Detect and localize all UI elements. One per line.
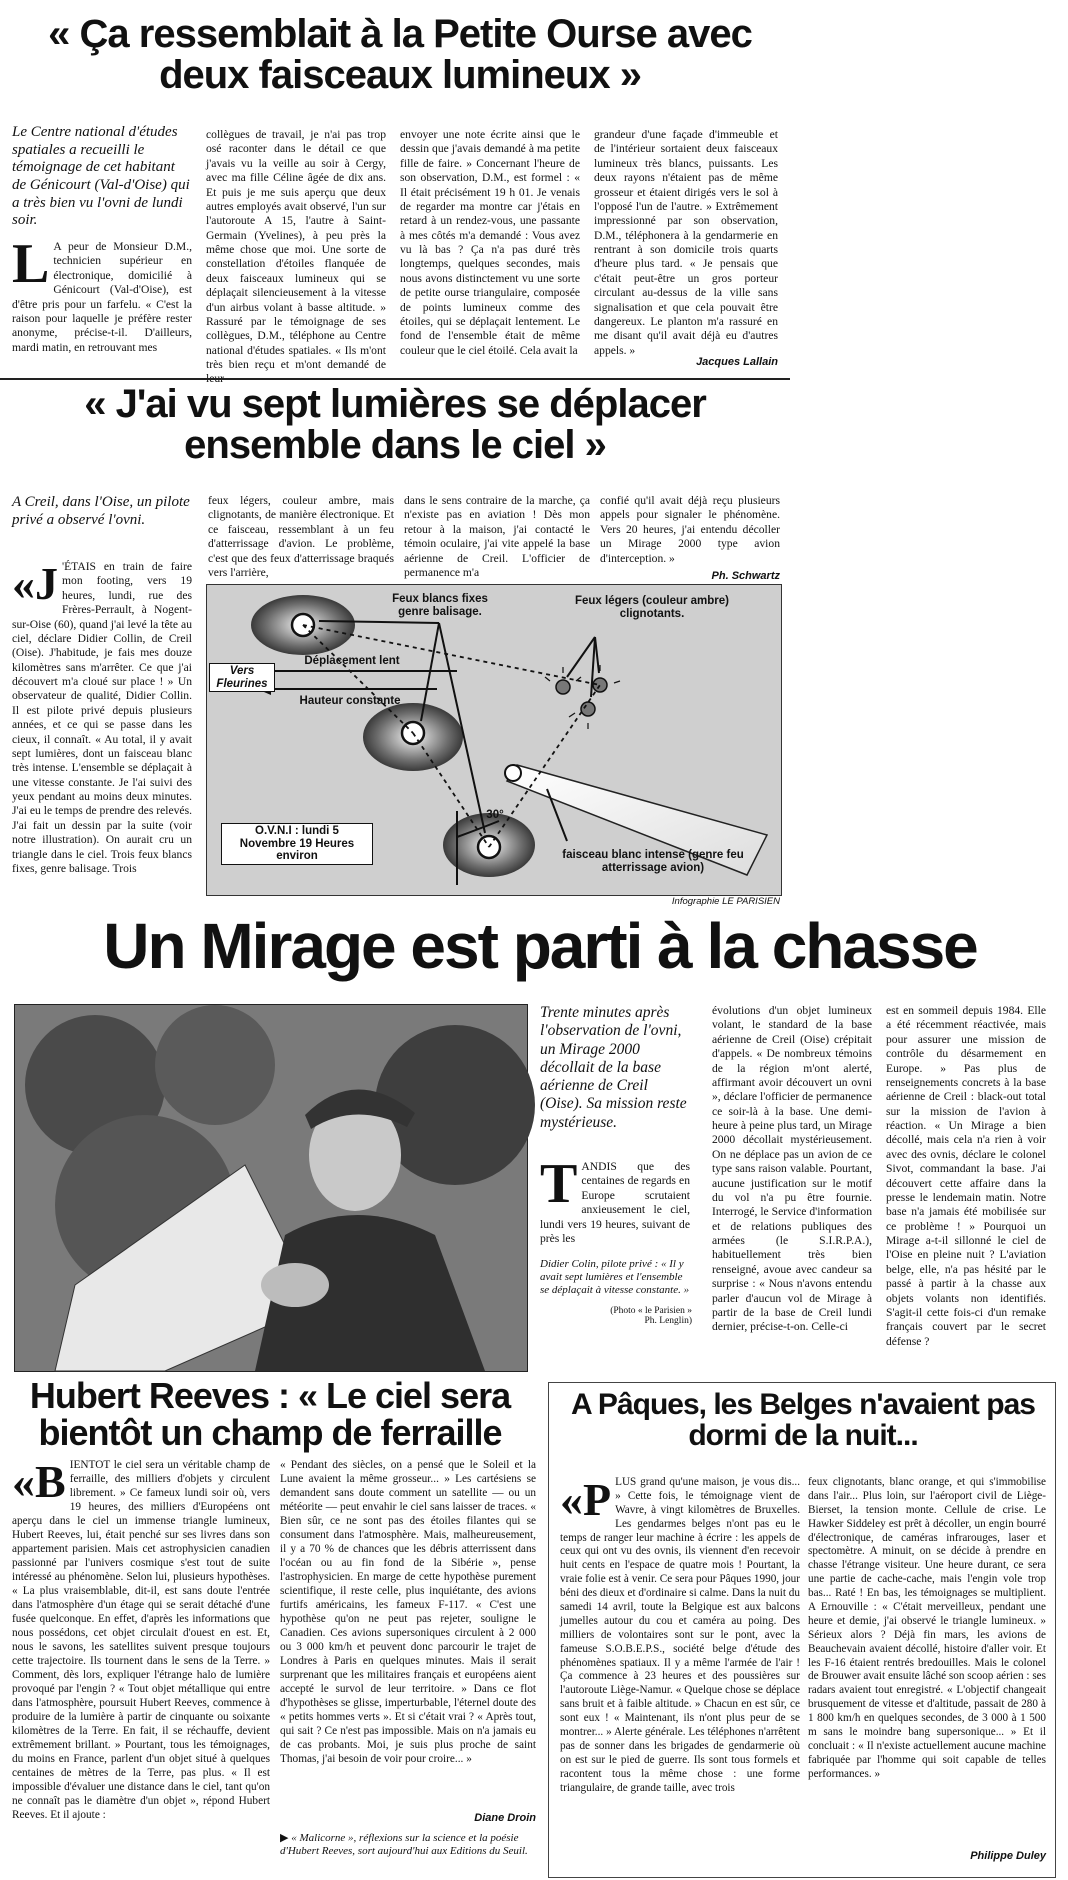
photo-credit: (Photo « le Parisien » Ph. Lenglin): [610, 1306, 692, 1326]
note-malicorne-text: « Malicorne », réflexions sur la science et la poésie d'Hubert Reeves, sort aujourd'hui aux Editions du Seuil.: [280, 1832, 528, 1858]
headline-reeves: Hubert Reeves : « Le ciel sera bientôt un champ de ferraille: [29, 1375, 511, 1453]
label-altitude: Hauteur constante: [299, 695, 401, 707]
dropcap-t: T: [540, 1153, 578, 1215]
col4-sept-lumieres: confié qu'il avait déjà reçu plusieurs appels pour signaler le phénomène. Vers 20 heures, j'ai entendu décoller un Mirage 2000 type avion d'interception. »: [600, 494, 780, 565]
label-beam: faisceau blanc intense (genre feu atterrissage avion): [562, 849, 744, 874]
photo-caption: Didier Colin, pilote privé : « Il y avait sept lumières et l'ensemble se déplaçait à vitesse constante. »: [540, 1258, 690, 1297]
note-malicorne: ▶ « Malicorne », réflexions sur la science et la poésie d'Hubert Reeves, sort aujourd'hui aux Editions du Seuil.: [280, 1832, 528, 1858]
photo-didier-collin: [14, 1004, 528, 1372]
signature-lallain: Jacques Lallain: [696, 356, 778, 368]
signature-droin: Diane Droin: [474, 1812, 536, 1824]
body-col1-a2: 'ÉTAIS en train de faire mon footing, vers 19 heures, lundi, rue des Frères-Perrault, à Nogent-sur-Oise (60), quand j'ai levé la tête au ciel, déclare Didier Collin, de Creil (Oise). J'habitude, je fais mes douze kilomètres sans m'arrêter. Ce que j'ai découvert m'a cloué sur place ! » Un observateur de qualité, Didier Collin. Il est pilote privé depuis plusieurs années, et ce qui se passe dans les cieux, il connaît. « Au total, il y avait sept lumières, dont un faisceau blanc très intense. L'ensemble se déplaçait à une vitesse constante. Je l'ai suivi des yeux pendant au moins deux minutes. J'ai eu le temps de prendre des relevés. J'ai fait un dessin par la suite (voir notre illustration). On aurait cru un triangle dans le ciel. Trois feux blancs fixes, genre balisage. Trois: [12, 560, 192, 875]
label-movement: Déplacement lent: [304, 655, 400, 667]
open-quote-p: «P: [560, 1474, 612, 1525]
col2-belges: feux clignotants, blanc orange, et qui s'immobilise dans l'air... Plus loin, sur l'aéroport civil de Liège-Bierset, la tension monte. Cellule de crise. Le Hawker Siddeley est prêt à décoller, un engin bourré d'électronique, de caméras infrarouges, laser et spectomètre. A minuit, on se décide à prendre en chasse l'étrange visiteur. Une heure durant, ce sera une partie de cache-cache, mais l'engin vole trop bas... Raté ! En bas, les témoignages se multiplient. A Ernouville : « C'était merveilleux, pendant une heure et demie, j'ai observé le triangle lumineux. » Sérieux alors ? Déjà fin mars, les avions de Beauchevain avaient décollé, histoire d'aller voir. Et les F-16 étaient rentrés bredouilles. Mais le colonel de Brouwer avait ensuite lâché son scoop aérien : ses radars avaient tout enregistré. « L'objectif changeait brusquement de vitesse et d'altitude, passait de 280 à 1 800 km/h en quelques secondes, de 3 000 à 1 500 m sans le moindre bang supersonique... » Et il concluait : « Il n'existe actuellement aucune machine fabriquée par l'homme qui soit capable de telles performances. »: [808, 1476, 1046, 1780]
label-direction: Vers Fleurines: [209, 663, 275, 692]
col2-petite-ourse: collègues de travail, je n'ai pas trop osé raconter dans le détail ce que j'avais vu la veille au soir à Cergy, avec ma fille Céline âgée de dix ans. Et puis je me suis aperçu que deux autres employés avait observé, l'un sur l'autoroute A 15, l'autre à Saint-Germain (Yvelines), à peu près la même chose que moi. Une sorte de constellation d'étoiles flanquée de deux faisceaux lumineux qui se déplaçait silencieusement à la vitesse d'un airbus volant à basse altitude. » Rassuré par le témoignage de ses collègues, D.M., téléphone au Centre national d'études spatiales. « Ils m'ont très bien reçu et m'ont demandé de: [206, 128, 386, 371]
col1-belges: [560, 1476, 800, 1866]
headline-belges: A Pâques, les Belges n'avaient pas dormi de la nuit...: [571, 1388, 1035, 1452]
intro-mirage: [540, 1153, 690, 1246]
col1-reeves: [12, 1458, 270, 1876]
col3-petite-ourse: envoyer une note écrite ainsi que le dessin que j'avais demandé à ma petite fille de faire. » Concernant l'heure de son observation, D.M., est formel : « Il était précisément 19 h 01. Je venais de regarder ma montre car j'étais en retard à un rendez-vous, une passante à mes côtés m'a demandé : Vous avez vu là bas ? Ça n'a pas duré très longtemps, quelques secondes, mais nous avons distinctement vu une sorte de petite ourse triangulaire, composée de points lumineux comme des étoiles, qui se déplaçait lentement. Le fond de l'ensemble était de même couleur que le ciel étoilé. Cela avait la: [400, 128, 580, 357]
col1-sept-lumieres: [12, 560, 192, 910]
dropcap-l: L: [12, 233, 50, 295]
infographic-credit: Infographie LE PARISIEN: [671, 896, 780, 907]
chapo-petite-ourse: Le Centre national d'études spatiales a recueilli le témoignage de cet habitant de Génicourt (Val-d'Oise) qui a très bien vu l'ovni de lundi soir.: [12, 124, 190, 229]
label-fixed-lights: Feux blancs fixes genre balisage.: [392, 593, 488, 618]
photo-scene: [15, 1005, 527, 1371]
label-date: O.V.N.I : lundi 5 Novembre 19 Heures environ: [221, 823, 373, 865]
headline-mirage: Un Mirage est parti à la chasse: [103, 910, 977, 982]
label-blink-lights: Feux légers (couleur ambre) clignotants.: [574, 595, 730, 620]
col2-mirage: évolutions d'un objet lumineux volant, le standard de la base aérienne de Creil (Oise) crépitait d'appels. « De nombreux témoins de la région m'ont alerté, affirmant avoir découvert un ovni », déclare l'officier de permanence ce soir-là à la base. Une demi-heure à peine plus tard, un Mirage 2000 décollait mystérieusement. On ne déplace pas un avion de ce type sans raison valable. Pourtant, aucune justification sur le motif du vol n'a pu être fournie. Interrogé, le Service d'information et de relations publiques des armées (le S.I.R.P.A.), habituellement très bien renseigné, avoue avec candeur sa surprise : « Nous n'avons entendu parler d'aucun vol de Mirage à partir de la base de Creil lundi dernier, précise-t-on. Celle-ci: [712, 1004, 872, 1334]
label-angle: 30°: [486, 809, 504, 821]
divider-1: [0, 378, 790, 380]
article-petite-ourse: [0, 0, 790, 374]
ovni-infographic: [206, 584, 782, 896]
signature-duley: Philippe Duley: [970, 1850, 1046, 1862]
open-quote-j: «J: [12, 558, 58, 609]
chapo-mirage: Trente minutes après l'observation de l'ovni, un Mirage 2000 décollait de la base aérienne de Creil (Oise). Sa mission reste mystérieuse.: [540, 1004, 687, 1131]
headline-sept-lumieres: « J'ai vu sept lumières se déplacer ensemble dans le ciel »: [84, 382, 706, 467]
signature-schwartz: Ph. Schwartz: [711, 570, 780, 582]
open-quote-b: «B: [12, 1456, 66, 1507]
body-col1: A peur de Monsieur D.M., technicien supérieur en électronique, domicilié à Génicourt (Val-d'Oise), est d'être pris pour un farfelu. « C'est la raison pour laquelle je préfère rester anonyme, précise-t-il. D'ailleurs, mardi matin, en retrouvant mes: [12, 240, 192, 354]
body-col1-reeves: IENTOT le ciel sera un véritable champ de ferraille, des milliers d'objets y circulent librement. » Ce fameux lundi soir où, vers 19 heures, des milliers d'Européens ont aperçu dans le ciel un immense triangle lumineux, Hubert Reeves, lui, était penché sur ses livres dans son appartement parisien. Mais cet astrophysicien canadien passionné par l'univers cosmique s'est tout de suite intéressé au phénomène. Selon lui, plusieurs hypothèses. « La plus vraisemblable, dit-il, est sans doute l'entrée dans l'atmosphère d'un étage qui se serait détaché d'une fusée quelconque. En effet, d'après les informations que nous possédons, cet objet circulait d'ouest en est. Et, nous le savons, les satellites suivent presque toujours cette trajectoire. Ils tournent dans le sens de la Terre. » Comment, dès lors, expliquer l'étrange halo de lumière provoqué par l'engin ? « Tout objet métallique qui entre dans l'atmosphère, poursuit Hubert Reeves, commence à produire de la lumière à partir de cinquante ou soixante kilomètres de la Terre. En fait, il se réchauffe, devient extrêmement brillant. » Pourtant, tous les témoignages, du moins en France, parlent d'un objet situé à quelques centaines de mètres de la Terre, pas plus. « Il est impossible d'évaluer une distance dans le ciel, tant qu'on ne connaît pas le diamètre d'un objet », répond Hubert Reeves. Et il ajoute :: [12, 1459, 270, 1821]
col2-sept-lumieres: feux légers, couleur ambre, mais clignotants, de manière électronique. Et ce faisceau, ressemblant à un feu d'atterrissage d'avion. Le problème, c'est que des feux d'atterrissage braqués vers l'arrière,: [208, 494, 394, 579]
body-intro-mirage: ANDIS que des centaines de regards en Europe scrutaient anxieusement le ciel, lundi vers 19 heures, suivant de près les: [540, 1160, 690, 1245]
body-col1-belges: LUS grand qu'une maison, je vous dis... » Cette fois, le témoignage vient de Wavre, à vingt kilomètres de Bruxelles. Les gendarmes belges n'ont pas eu le temps de ranger leur machine à écrire : les appels de ceux qui ont vu des ovnis, ils viennent d'en recevoir huit cents en l'espace de quatre mois ! Pourtant, la vraie folie est à venir. Ce sera pour Pâques 1990, jour béni des dieux et d'ordinaire si calme. Dans la nuit du samedi 14 avril, toute la Belgique est aux balcons jumelles autour du cou et caméra au poing. Des milliers de volontaires sont sur le pont, avec la fameuse S.O.B.E.P.S., société belge d'étude des phénomènes spatiaux. Il y a même l'armée de l'air ! Ça commence à 23 heures et des poussières sur l'autoroute Liège-Namur. « Quelque chose se déplace sans bruit et à faible altitude. » Chacun en est sûr, ce sont eux ! « Maintenant, ils n'ont plus peur de se montrer... » Alerte générale. Les téléphones n'arrêtent pas de sonner dans les brigades de gendarmerie où on est sur le pied de guerre. Ils sont tous formels et racontent tous la même chose : une forme triangulaire, de grande taille, avec trois: [560, 1476, 800, 1794]
headline-petite-ourse: « Ça ressemblait à la Petite Ourse avec deux faisceaux lumineux »: [48, 12, 752, 97]
col4-petite-ourse: grandeur d'une façade d'immeuble et de l'intérieur sortaient deux faisceaux lumineux très blancs, puissants. Les deux rayons n'étaient pas de même grosseur et étaient dirigés vers le sol à l'opposé l'un de l'autre. » Extrêmement impressionné par son observation, D.M., téléphonera à la gendarmerie en rentrant à son domicile trois quarts d'heure plus tard. « Je pensais que c'était peut-être un gros porteur circulant au-dessus de la ville sans signalisation et que cela pouvait être dangereux. Le planton m'a rassuré en me disant qu'il avait déjà eu d'autres appels. »: [594, 128, 778, 357]
chapo-sept-lumieres: A Creil, dans l'Oise, un pilote privé a observé l'ovni.: [12, 494, 190, 528]
col3-sept-lumieres: dans le sens contraire de la marche, ça n'existe pas en aviation ! Dès mon retour à la maison, j'ai contacté le témoin oculaire, j'ai vite appelé la base aérienne de Creil. L'officier de permanence m'a: [404, 494, 590, 579]
article-sept-lumieres: [0, 382, 790, 912]
col2-reeves: « Pendant des siècles, on a pensé que le Soleil et la Lune avaient la même grosseur... » Les cartésiens se demandent sans doute comment un satellite — ou un météorite — peut envahir le ciel sans laisser de traces. « Bien sûr, ce ne sont pas des étoiles filantes qui se consument dans l'atmosphère. Mais, malheureusement, il y a 70 % de chances que les débris atterrissent dans l'océan ou au fin fond de la Sibérie », pense l'astrophysicien. En marge de cette hypothèse purement scientifique, il reste celle, plus inquiétante, des avions furtifs américains, les fameux F-117. « C'est une hypothèse qu'on ne peut pas rejeter, souligne le Canadien. Ces avions supersoniques circulent à 2 000 ou 3 000 km/h et peuvent donc parcourir le trajet de Londres à Paris en quelques minutes. Mais il serait surprenant que les militaires français et européens aient accepté le survol de leur territoire. » Dans ce flot d'hypothèses se glisse, imperturbable, l'éternel doute des « petits hommes verts ». Et si c'était vrai ? « Après tout, qui sait ? Ce n'est pas impossible. Mais on n'a jamais eu de cas probants. Moi, je suis plus proche de saint Thomas, j'ai besoin de voir pour croire... »: [280, 1459, 536, 1765]
col3-mirage: est en sommeil depuis 1984. Elle a été récemment réactivée, mais pour assurer une mission de contrôle du désarmement en Europe. » Pas plus de renseignements concrets à la base aérienne de Creil : black-out total sur la mission de l'avion à réaction. « Un Mirage a bien décollé, mais cela n'a rien à voir avec des ovnis, déclare le colonel Sivot, commandant la base. J'ai découvert cette affaire dans la presse le lendemain matin. Notre base n'a jamais été mobilisée sur ce problème ! » Pourquoi un Mirage a-t-il sillonné le ciel de l'Oise en pleine nuit ? L'aviation belge, elle, n'a pas hésité par le passé à partir à la chasse aux objets volants non identifiés. S'agit-il cette fois-ci d'un remake français couvert par le secret défense ?: [886, 1004, 1046, 1348]
col1-petite-ourse: [12, 233, 192, 366]
